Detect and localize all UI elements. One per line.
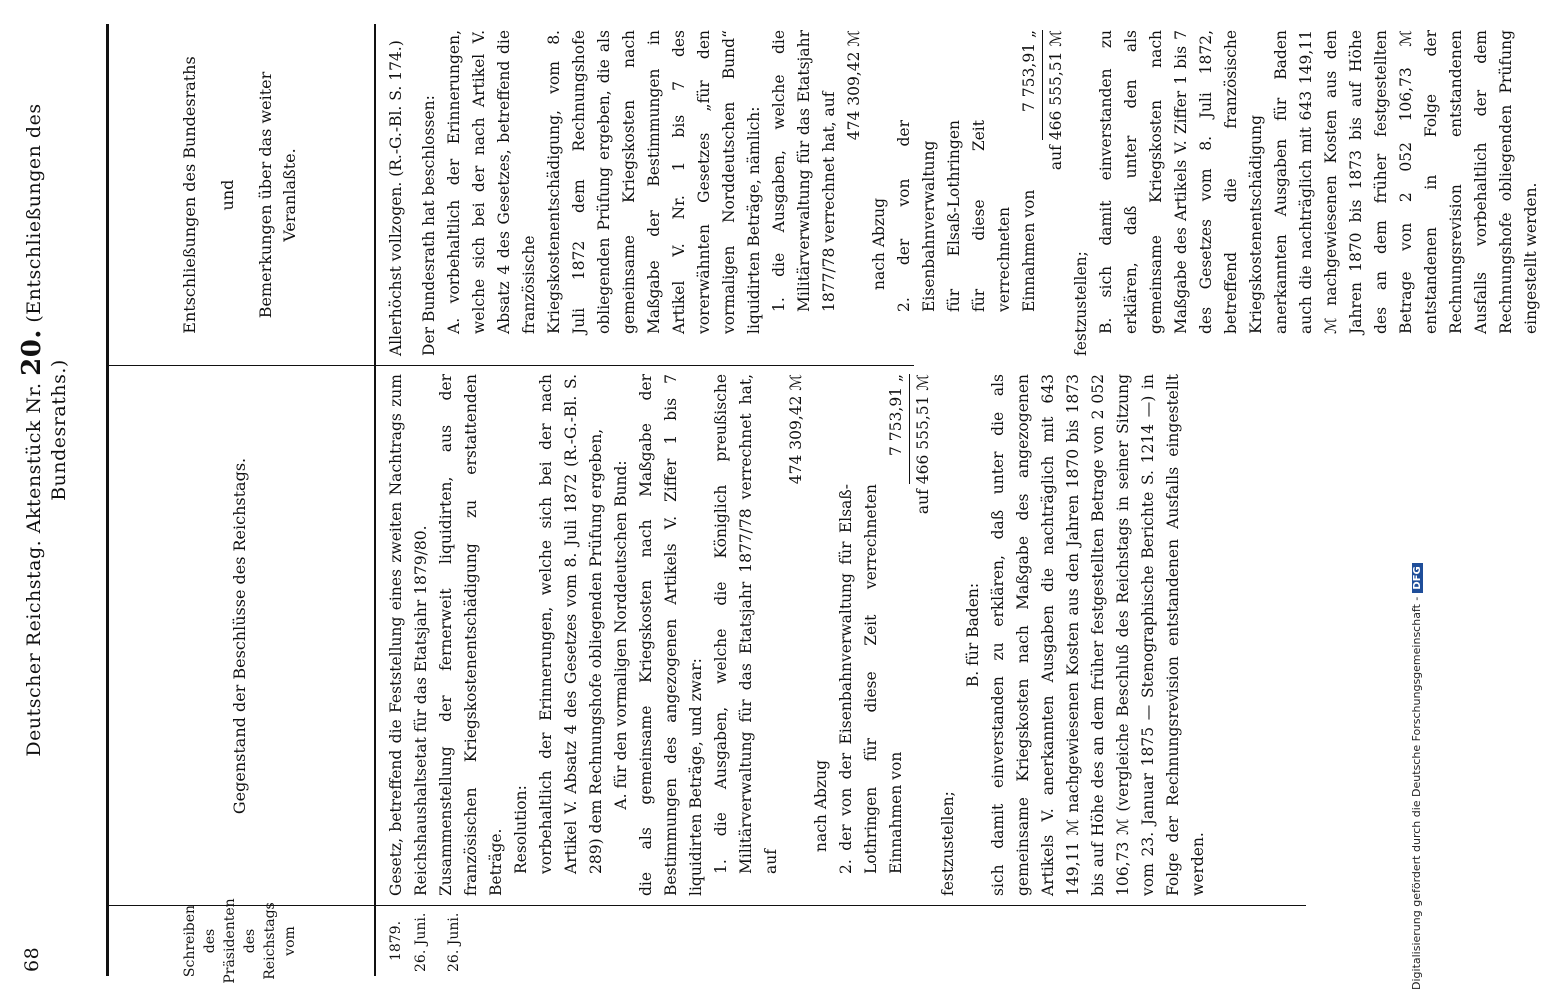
resolution-label: Resolution:: [512, 785, 530, 874]
column-divider-2: [374, 365, 914, 366]
amount-sum: 466 555,51 ℳ: [1042, 30, 1069, 140]
header-date-column: Schreiben des Präsidenten des Reichstags vom: [182, 898, 298, 984]
date-column: [384, 910, 467, 972]
resolution-paragraph: Allerhöchst vollzogen. (R.-G.-Bl. S. 174.): [387, 40, 405, 356]
subject-paragraph: Zusammenstellung der fernerweit liquidirten, aus der französischen Kriegskostenentschädigung zu erstattenden Beträge.: [437, 374, 505, 896]
subject-paragraph: festzustellen;: [939, 791, 957, 896]
amount-prefix: auf: [914, 489, 932, 515]
resolution-paragraph: A. vorbehaltlich der Erinnerungen, welche sich bei der nach Artikel V. Absatz 4 des Gesetzes, betreffend die französische Kriegskostenentschädigung, vom 8. Juli 1872 dem Rechnungshofe obliegenden Prüfung ergeben, die als gemeinsame Kriegskosten nach Maßgabe der Bestimmungen in Artikel V. Nr. 1 bis 7 des vorerwähnten Gesetzes „für den vormaligen Norddeutschen Bund“ liquidirten Beträge, nämlich:: [445, 30, 763, 334]
amount: 7 753,91 „: [887, 374, 905, 456]
list-item: nach Abzug: [812, 759, 830, 852]
digitization-credit: [1410, 563, 1423, 990]
running-title: [17, 40, 72, 820]
document-number: 20.: [17, 329, 47, 376]
amount: 7 753,91 „: [1020, 30, 1038, 112]
amount-prefix: auf: [1047, 145, 1065, 171]
header-resolution-column: [106, 24, 374, 366]
header-resolution-line1: Entschließungen des Bundesraths: [180, 56, 199, 334]
amount-sum: 466 555,51 ℳ: [909, 374, 936, 484]
section-heading-a: A. für den vormaligen Norddeutschen Bund:: [612, 460, 630, 810]
table-header-rule: [374, 24, 376, 976]
amount: 474 309,42 ℳ: [845, 30, 863, 141]
entry-date-2: 26. Juni.: [446, 912, 462, 972]
list-item: nach Abzug: [870, 197, 888, 290]
entry-date-1: 26. Juni.: [413, 912, 429, 972]
list-item: 1. die Ausgaben, welche die Militärverwaltung für das Etatsjahr 1877/78 verrechnet hat, auf: [770, 30, 838, 312]
subject-column: [384, 374, 1211, 896]
resolution-paragraph: B. sich damit einverstanden zu erklären, daß unter den als gemeinsame Kriegskosten nach Maßgabe des Artikels V. Ziffer 1 bis 7 des Gesetzes vom 8. Juli 1872, betreffend die französische Kriegskostenentschädigung anerkannten Ausgaben für Baden auch die nachträglich mit 643 149,11 ℳ nachgewiesenen Kosten aus den Jahren 1870 bis 1873 bis auf Höhe des an dem früher festgestellten Betrage von 2 052 106,73 ℳ entstandenen in Folge der Rechnungsrevision entstandenen Ausfalls vorbehaltlich der dem Rechnungshofe obliegenden Prüfung eingestellt werden.: [1097, 30, 1540, 334]
credit-text: Digitalisierung gefördert durch die Deutsche Forschungsgemeinschaft -: [1410, 596, 1423, 990]
header-subject-column: Gegenstand der Beschlüsse des Reichstags.: [230, 457, 249, 815]
subject-paragraph: Gesetz, betreffend die Feststellung eines zweiten Nachtrags zum Reichshaushaltsetat für das Etatsjahr 1879/80.: [387, 374, 430, 896]
amount-total: [1042, 30, 1069, 356]
subject-paragraph: vorbehaltlich der Erinnerungen, welche sich bei der nach Artikel V. Absatz 4 des Gesetzes vom 8. Juli 1872 (R.-G.-Bl. S. 289) dem Rechnungshofe obliegenden Prüfung ergeben,: [537, 374, 605, 874]
amount: 474 309,42 ℳ: [787, 374, 805, 485]
running-head: [14, 20, 70, 980]
resolution-column: [384, 30, 1544, 356]
subject-paragraph: sich damit einverstanden zu erklären, daß unter die als gemeinsame Kriegskosten nach Maßgabe des angezogenen Artikels V. anerkannten Ausgaben die nachträglich mit 643 149,11 ℳ nachgewiesenen Kosten aus den Jahren 1870 bis 1873 bis auf Höhe des an dem früher festgestellten Betrage von 2 052 106,73 ℳ (vergleiche Beschluß des Reichstags in seiner Sitzung vom 23. Januar 1875 — Stenographische Berichte S. 1214 —) in Folge der Rechnungsrevision entstandenen Ausfalls eingestellt werden.: [989, 374, 1207, 896]
section-heading-b: B. für Baden:: [964, 582, 982, 688]
dfg-logo: DFG: [1412, 563, 1423, 592]
list-item: 1. die Ausgaben, welche die Königlich preußische Militärverwaltung für das Etatsjahr 1877/78 verrechnet hat, auf: [712, 374, 780, 874]
header-resolution-line2: und: [218, 179, 237, 211]
header-resolution-line3: Bemerkungen über das weiter Veranlaßte.: [256, 71, 299, 319]
subject-paragraph: die als gemeinsame Kriegskosten nach Maßgabe der Bestimmungen des angezogenen Artikels V. Ziffer 1 bis 7 liquidirten Beträge, und zwar:: [637, 374, 705, 896]
running-title-pre: Deutscher Reichstag. Aktenstück Nr.: [23, 382, 45, 757]
running-title-post: (Entschließungen des Bundesraths.): [23, 103, 70, 501]
resolution-paragraph: festzustellen;: [1072, 251, 1090, 356]
entry-year: 1879.: [388, 920, 404, 962]
resolution-paragraph: Der Bundesrath hat beschlossen:: [420, 95, 438, 356]
amount-total: [909, 374, 936, 896]
page-number: 68: [21, 946, 43, 972]
list-item: 2. der von der Eisenbahnverwaltung für Elsaß-Lothringen für diese Zeit verrechneten Einnahmen von: [895, 120, 1038, 312]
list-item: 2. der von der Eisenbahnverwaltung für Elsaß-Lothringen für diese Zeit verrechneten Einnahmen von: [837, 484, 905, 874]
